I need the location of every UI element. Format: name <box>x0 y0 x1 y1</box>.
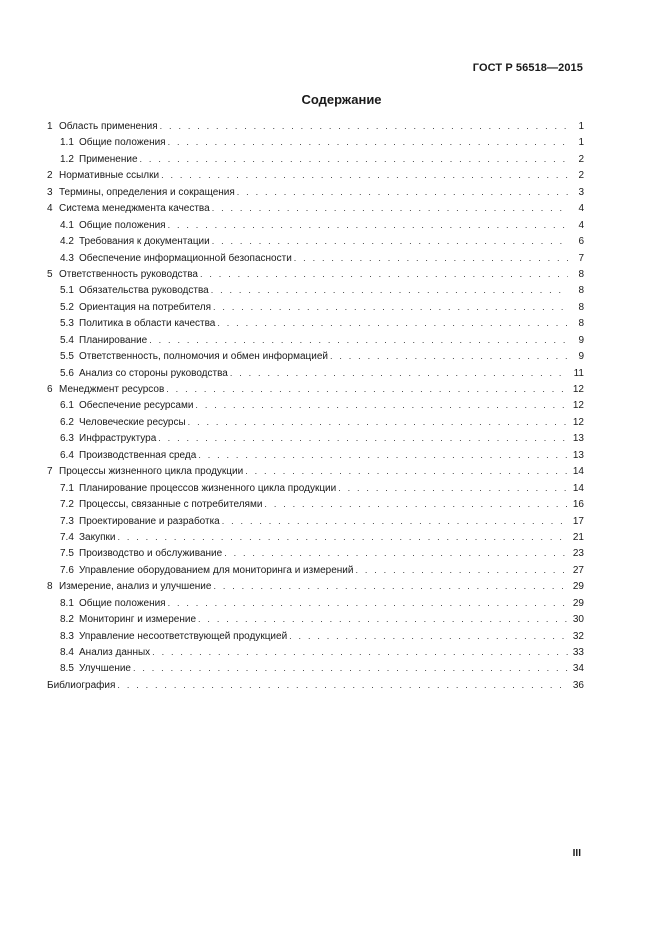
toc-entry-label: Планирование процессов жизненного цикла продукции <box>79 482 337 494</box>
toc-entry-label: Проектирование и разработка <box>79 515 220 527</box>
toc-entry-page: 8 <box>578 301 584 313</box>
toc-entry-number: 4.2 <box>60 236 74 248</box>
toc-entry-label: Менеджмент ресурсов <box>59 384 165 395</box>
toc-entry-page: 23 <box>572 548 584 560</box>
toc-entry[interactable] <box>47 118 584 134</box>
toc-dot-leader <box>222 513 568 529</box>
toc-entry-label: Анализ данных <box>79 647 151 658</box>
toc-entry-page: 12 <box>572 384 584 395</box>
toc-entry[interactable] <box>47 397 584 413</box>
toc-dot-leader <box>152 644 568 660</box>
toc-entry-page: 16 <box>572 499 584 511</box>
toc-entry-label: Обеспечение ресурсами <box>79 400 194 412</box>
toc-entry-label: Область применения <box>59 121 158 132</box>
toc-entry-label: Ответственность руководства <box>59 268 198 280</box>
toc-entry-number: 6.4 <box>60 449 74 461</box>
toc-entry[interactable] <box>47 496 584 512</box>
toc-entry-number: 7.2 <box>60 499 74 511</box>
toc-entry-page: 14 <box>572 482 584 494</box>
toc-entry-page: 21 <box>572 531 584 543</box>
toc-entry-label: Применение <box>79 153 138 165</box>
toc-dot-leader <box>117 677 568 693</box>
toc-entry-page: 29 <box>572 597 584 609</box>
toc-dot-leader <box>168 134 568 150</box>
toc-entry[interactable] <box>47 184 584 200</box>
toc-entry-label: Измерение, анализ и улучшение <box>59 581 212 593</box>
toc-entry-label: Политика в области качества <box>79 318 216 330</box>
toc-entry-page: 7 <box>578 252 584 264</box>
toc-entry-number: 7 <box>47 466 53 478</box>
toc-entry-number: 8.2 <box>60 614 74 626</box>
toc-dot-leader <box>245 463 568 479</box>
toc-entry-number: 6.3 <box>60 433 74 445</box>
toc-entry-number: 8.4 <box>60 647 74 658</box>
toc-entry-page: 17 <box>572 515 584 527</box>
toc-dot-leader <box>237 184 568 200</box>
toc-entry-number: 6.2 <box>60 416 74 428</box>
toc-entry-page: 36 <box>572 679 584 691</box>
toc-entry[interactable] <box>47 660 584 676</box>
toc-entry[interactable] <box>47 562 584 578</box>
toc-entry-number: 4 <box>47 203 53 215</box>
toc-entry-label: Мониторинг и измерение <box>79 614 197 626</box>
toc-entry[interactable] <box>47 233 584 249</box>
toc-entry-label: Ориентация на потребителя <box>79 301 212 313</box>
toc-entry-label: Управление несоответствующей продукцией <box>79 630 288 642</box>
toc-entry[interactable] <box>47 545 584 561</box>
toc-entry-label: Процессы, связанные с потребителями <box>79 499 263 511</box>
toc-entry-number: 5.6 <box>60 367 74 379</box>
toc-dot-leader <box>213 299 568 315</box>
toc-entry-number: 1.2 <box>60 153 74 165</box>
toc-dot-leader <box>294 250 568 266</box>
toc-entry-number: 8.1 <box>60 597 74 609</box>
toc-entry[interactable] <box>47 677 584 693</box>
toc-entry[interactable] <box>47 315 584 331</box>
toc-dot-leader <box>264 496 568 512</box>
toc-entry-page: 30 <box>572 614 584 626</box>
toc-entry-page: 9 <box>578 351 584 363</box>
toc-entry[interactable] <box>47 463 584 479</box>
toc-entry-number: 7.6 <box>60 564 74 576</box>
toc-entry-number: 5.2 <box>60 301 74 313</box>
toc-entry-page: 2 <box>578 153 584 165</box>
toc-dot-leader <box>188 414 568 430</box>
toc-entry-page: 8 <box>578 268 584 280</box>
toc-entry-number: 5.1 <box>60 285 74 297</box>
toc-entry-label: Требования к документации <box>79 236 210 248</box>
toc-entry-number: 7.3 <box>60 515 74 527</box>
toc-entry-label: Нормативные ссылки <box>59 170 160 182</box>
toc-entry[interactable] <box>47 447 584 463</box>
toc-entry-label: Общие положения <box>79 137 166 149</box>
toc-entry-label: Производственная среда <box>79 449 197 461</box>
toc-entry-number: 1 <box>47 121 53 132</box>
toc-entry-number: 8.3 <box>60 630 74 642</box>
toc-entry[interactable] <box>47 348 584 364</box>
toc-dot-leader <box>168 217 568 233</box>
toc-entry-label: Общие положения <box>79 597 166 609</box>
toc-entry-page: 13 <box>572 449 584 461</box>
toc-entry-page: 4 <box>578 219 584 231</box>
toc-entry-page: 3 <box>578 186 584 198</box>
toc-entry[interactable] <box>47 644 584 660</box>
toc-dot-leader <box>217 315 568 331</box>
toc-entry[interactable] <box>47 595 584 611</box>
toc-entry-number: 4.3 <box>60 252 74 264</box>
document-code: ГОСТ Р 56518—2015 <box>472 62 583 74</box>
toc-entry[interactable] <box>47 414 584 430</box>
toc-entry-page: 8 <box>578 318 584 330</box>
toc-entry-page: 1 <box>578 137 584 149</box>
toc-dot-leader <box>355 562 568 578</box>
page-title: Содержание <box>301 92 382 107</box>
toc-entry-number: 5.3 <box>60 318 74 330</box>
toc-entry-number: 3 <box>47 186 53 198</box>
toc-entry[interactable] <box>47 332 584 348</box>
toc-entry[interactable] <box>47 299 584 315</box>
toc-entry-number: 8 <box>47 581 53 593</box>
toc-entry[interactable] <box>47 217 584 233</box>
toc-entry[interactable] <box>47 151 584 167</box>
toc-dot-leader <box>158 430 568 446</box>
toc-dot-leader <box>161 167 568 183</box>
toc-entry-number: 4.1 <box>60 219 74 231</box>
toc-entry[interactable] <box>47 266 584 282</box>
page-number: III <box>572 848 581 859</box>
toc-dot-leader <box>213 578 568 594</box>
toc-entry[interactable] <box>47 282 584 298</box>
toc-entry[interactable] <box>47 578 584 594</box>
toc-entry[interactable] <box>47 381 584 397</box>
toc-entry-label: Человеческие ресурсы <box>79 416 186 428</box>
toc-entry-number: 7.4 <box>60 531 74 543</box>
toc-dot-leader <box>212 200 568 216</box>
toc-entry[interactable] <box>47 250 584 266</box>
toc-dot-leader <box>230 365 568 381</box>
toc-entry-page: 27 <box>572 564 584 576</box>
toc-entry[interactable] <box>47 134 584 150</box>
toc-dot-leader <box>211 282 568 298</box>
toc-entry-number: 5 <box>47 268 53 280</box>
toc-entry-page: 13 <box>572 433 584 445</box>
toc-entry[interactable] <box>47 200 584 216</box>
toc-entry-page: 6 <box>578 236 584 248</box>
toc-entry[interactable] <box>47 513 584 529</box>
toc-dot-leader <box>149 332 568 348</box>
toc-entry-number: 2 <box>47 170 53 182</box>
toc-dot-leader <box>224 545 568 561</box>
toc-dot-leader <box>195 397 568 413</box>
toc-entry-label: Термины, определения и сокращения <box>59 186 235 198</box>
toc-entry-page: 9 <box>578 334 584 346</box>
toc-entry-number: 7.5 <box>60 548 74 560</box>
toc-entry-label: Библиография <box>47 679 116 691</box>
toc-entry[interactable] <box>47 611 584 627</box>
toc-entry-label: Планирование <box>79 334 148 346</box>
toc-entry-number: 8.5 <box>60 663 74 675</box>
toc-dot-leader <box>198 611 568 627</box>
toc-entry-page: 12 <box>572 416 584 428</box>
toc-entry-page: 32 <box>572 630 584 642</box>
toc-entry-number: 6 <box>47 384 53 395</box>
toc-entry-page: 11 <box>573 367 584 379</box>
toc-entry-page: 4 <box>578 203 584 215</box>
toc-entry[interactable] <box>47 430 584 446</box>
toc-entry-page: 33 <box>572 647 584 658</box>
toc-dot-leader <box>166 381 568 397</box>
toc-entry[interactable] <box>47 365 584 381</box>
toc-entry-label: Ответственность, полномочия и обмен информацией <box>79 351 328 363</box>
toc-dot-leader <box>168 595 568 611</box>
table-of-contents <box>47 118 584 693</box>
toc-entry-page: 1 <box>578 121 584 132</box>
toc-entry[interactable] <box>47 628 584 644</box>
toc-entry-label: Обязательства руководства <box>79 285 209 297</box>
toc-entry-label: Система менеджмента качества <box>59 203 210 215</box>
toc-entry[interactable] <box>47 529 584 545</box>
toc-entry-number: 1.1 <box>60 137 74 149</box>
toc-entry-label: Производство и обслуживание <box>79 548 223 560</box>
toc-dot-leader <box>289 628 568 644</box>
toc-entry-label: Обеспечение информационной безопасности <box>79 252 292 264</box>
toc-entry-label: Инфраструктура <box>79 433 157 445</box>
toc-dot-leader <box>117 529 568 545</box>
toc-entry-page: 2 <box>578 170 584 182</box>
toc-entry-label: Общие положения <box>79 219 166 231</box>
toc-entry-number: 6.1 <box>60 400 74 412</box>
toc-dot-leader <box>330 348 568 364</box>
toc-entry-number: 5.5 <box>60 351 74 363</box>
toc-entry-label: Улучшение <box>79 663 131 675</box>
toc-dot-leader <box>338 480 568 496</box>
toc-entry-number: 7.1 <box>60 482 74 494</box>
toc-dot-leader <box>198 447 568 463</box>
toc-entry-label: Закупки <box>79 531 116 543</box>
toc-entry[interactable] <box>47 480 584 496</box>
toc-entry-page: 8 <box>578 285 584 297</box>
toc-entry-number: 5.4 <box>60 334 74 346</box>
toc-dot-leader <box>212 233 568 249</box>
toc-dot-leader <box>160 118 568 134</box>
toc-entry-page: 29 <box>572 581 584 593</box>
toc-entry-label: Анализ со стороны руководства <box>79 367 228 379</box>
toc-dot-leader <box>133 660 568 676</box>
toc-entry-label: Управление оборудованием для мониторинга и измерений <box>79 564 354 576</box>
toc-entry-page: 14 <box>572 466 584 478</box>
toc-entry-label: Процессы жизненного цикла продукции <box>59 466 244 478</box>
toc-entry[interactable] <box>47 167 584 183</box>
toc-dot-leader <box>140 151 568 167</box>
toc-entry-page: 34 <box>572 663 584 675</box>
toc-dot-leader <box>200 266 568 282</box>
toc-entry-page: 12 <box>572 400 584 412</box>
